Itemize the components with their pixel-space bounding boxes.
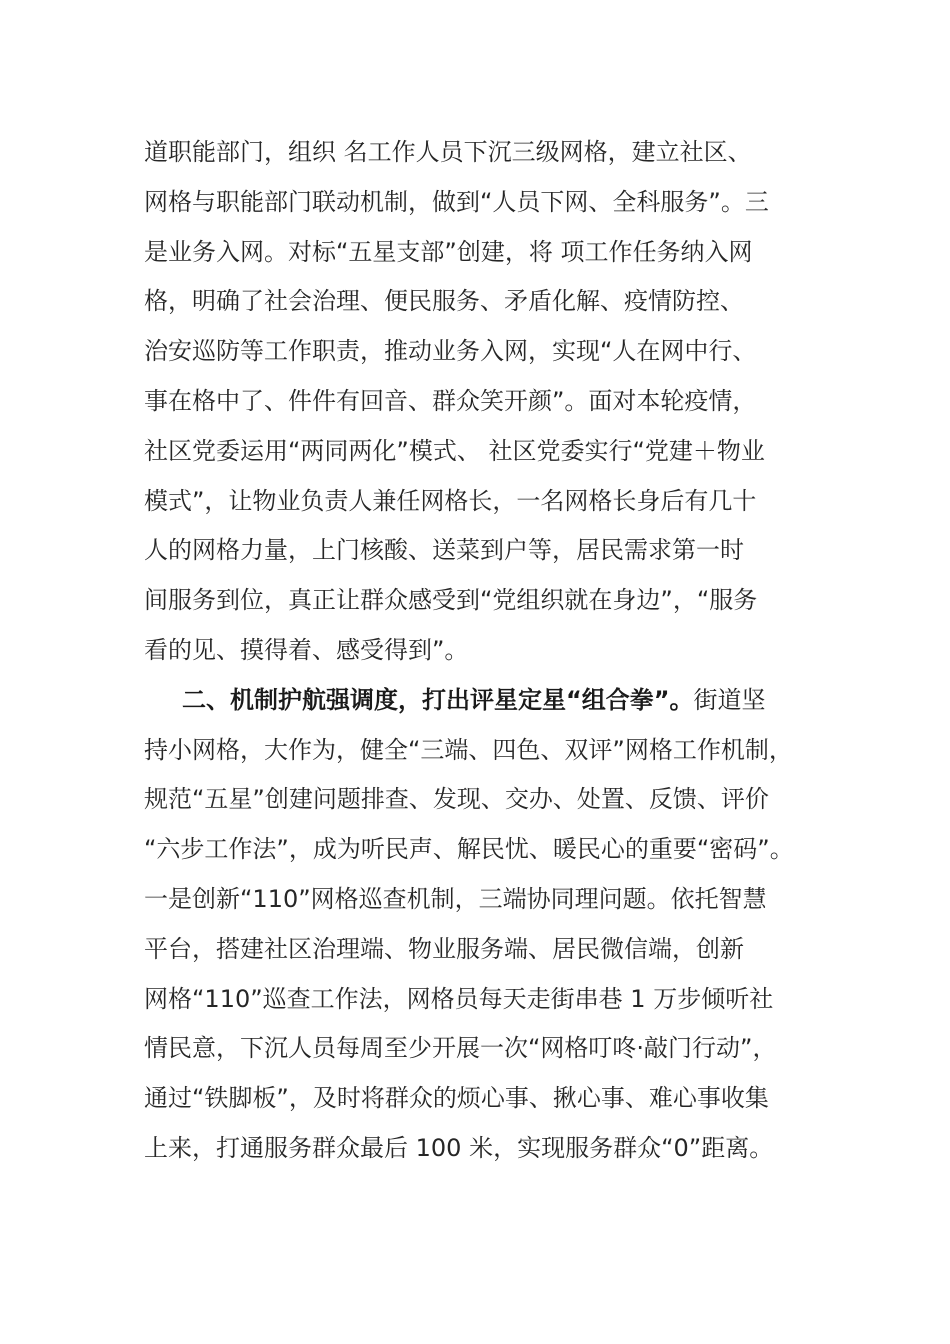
paragraph-line: 上来，打通服务群众最后 100 米，实现服务群众“0”距离。 [144,1134,774,1162]
paragraph-line: 网格“110”巡查工作法，网格员每天走街串巷 1 万步倾听社 [144,984,774,1013]
paragraph-text: 街道坚 [693,685,766,714]
paragraph-line: 持小网格，大作为，健全“三端、四色、双评”网格工作机制， [144,735,793,764]
paragraph-line: 看的见、摸得着、感受得到”。 [144,636,469,664]
paragraph-line: 格，明确了社会治理、便民服务、矛盾化解、疫情防控、 [144,287,744,316]
paragraph-line: 一是创新“110”网格巡查机制，三端协同理问题。依托智慧 [144,885,767,913]
paragraph-line: 社区党委运用“两同两化”模式、 社区党委实行“党建＋物业 [144,436,765,465]
paragraph-line: 模式”，让物业负责人兼任网格长，一名网格长身后有几十 [144,486,757,515]
paragraph-line: 是业务入网。对标“五星支部”创建，将 项工作任务纳入网 [144,237,753,266]
paragraph-line: 人的网格力量，上门核酸、送菜到户等，居民需求第一时 [144,536,744,565]
section-heading: 二、机制护航强调度，打出评星定星“组合拳”。 [182,685,694,714]
paragraph-line: 情民意，下沉人员每周至少开展一次“网格叮咚·敲门行动”， [144,1034,777,1063]
paragraph-line: 通过“铁脚板”，及时将群众的烦心事、揪心事、难心事收集 [144,1084,769,1113]
paragraph-line: 间服务到位，真正让群众感受到“党组织就在身边”，“服务 [144,586,758,615]
paragraph-line: 网格与职能部门联动机制，做到“人员下网、全科服务”。三 [144,187,769,216]
paragraph-line: 治安巡防等工作职责，推动业务入网，实现“人在网中行、 [144,337,757,366]
paragraph-line: 平台，搭建社区治理端、物业服务端、居民微信端，创新 [144,934,744,963]
paragraph-first-line [182,676,766,726]
paragraph-line: 道职能部门，组织 名工作人员下沉三级网格，建立社区、 [144,138,752,166]
paragraph-line: 规范“五星”创建问题排查、发现、交办、处置、反馈、评价 [144,785,769,814]
paragraph-line: “六步工作法”，成为听民声、解民忧、暖民心的重要“密码”。 [144,835,794,864]
paragraph-line: 事在格中了、件件有回音、群众笑开颜”。面对本轮疫情， [144,387,757,415]
